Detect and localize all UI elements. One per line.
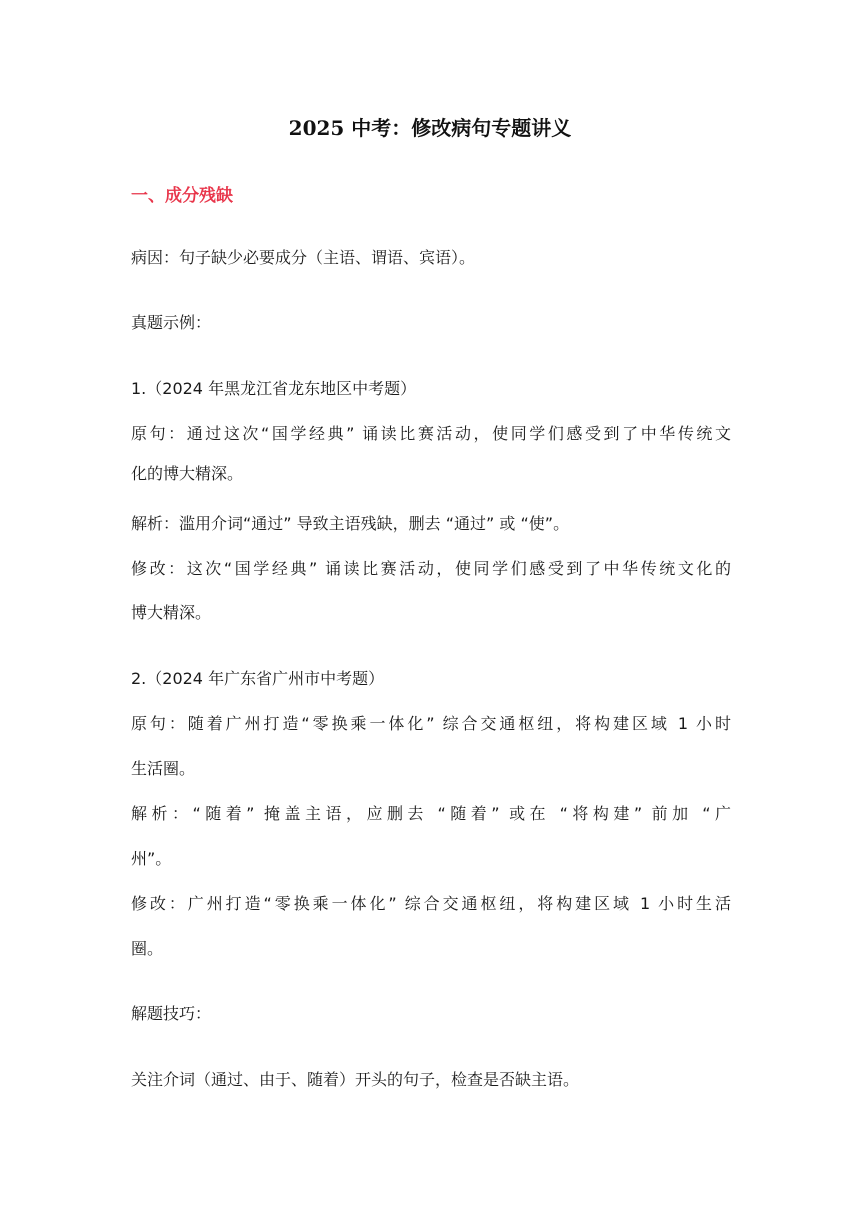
example2-original-line2: 生活圈。 [131,759,196,778]
tips-heading: 解题技巧： [131,1004,212,1023]
cause-text: 病因：句子缺少必要成分（主语、谓语、宾语）。 [131,248,476,267]
example2-source: 2.（2024 年广东省广州市中考题） [131,669,385,688]
section-heading: 一、成分残缺 [131,186,233,206]
example2-revision-line2: 圈。 [131,939,164,958]
example1-source: 1.（2024 年黑龙江省龙东地区中考题） [131,379,417,398]
example1-revision-line2: 博大精深。 [131,603,212,622]
examples-heading: 真题示例： [131,313,212,332]
example2-analysis-line1: 解析：“随着” 掩盖主语，应删去 “随着” 或在 “将构建” 前加 “广 [131,804,731,823]
page-title: 2025 中考：修改病句专题讲义 [288,116,572,140]
example2-analysis-line2: 州”。 [131,849,172,868]
example2-original-line1: 原句：随着广州打造“零换乘一体化” 综合交通枢纽，将构建区域 1 小时 [131,714,731,733]
example1-revision-line1: 修改：这次“国学经典” 诵读比赛活动，使同学们感受到了中华传统文化的 [131,559,731,578]
example1-original-line2: 化的博大精深。 [131,464,244,483]
tip-text: 关注介词（通过、由于、随着）开头的句子，检查是否缺主语。 [131,1070,580,1089]
example1-analysis: 解析：滥用介词“通过” 导致主语残缺，删去 “通过” 或 “使”。 [131,514,570,533]
example2-revision-line1: 修改：广州打造“零换乘一体化” 综合交通枢纽，将构建区域 1 小时生活 [131,894,731,913]
example1-original-line1: 原句：通过这次“国学经典” 诵读比赛活动，使同学们感受到了中华传统文 [131,424,731,443]
